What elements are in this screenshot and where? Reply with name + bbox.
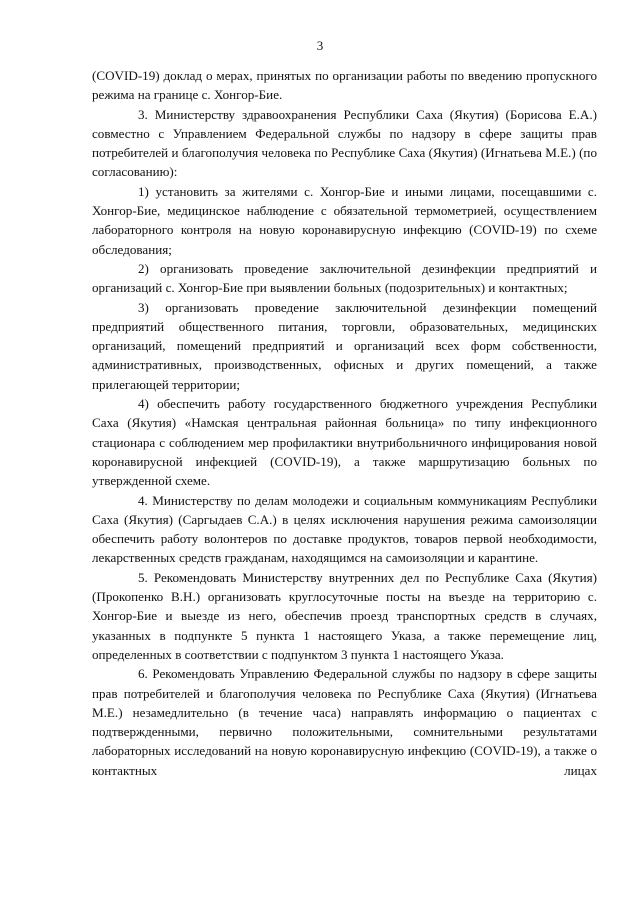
subitem-4: 4) обеспечить работу государственного бюджетного учреждения Республики Саха (Якутия) «Намская центральная районная больница» по типу инфекционного стационара с соблюдением мер профилактики внутрибольничного инфицирования новой коронавирусной инфекцией (COVID-19), а также маршрутизацию больных по утвержденной схеме. xyxy=(92,396,597,489)
subitem-1: 1) установить за жителями с. Хонгор-Бие и иными лицами, посещавшими с. Хонгор-Бие, медицинское наблюдение с обязательной термометрией, осуществлением лабораторного контроля на новую коронавирусную инфекцию (COVID-19) по схеме обследования; xyxy=(92,183,597,257)
subitem-3: 3) организовать проведение заключительной дезинфекции помещений предприятий общественного питания, торговли, образовательных, медицинских организаций, помещений предприятий и организаций всех форм собственности, административных, производственных, офисных и других помещений, а также прилегающей территории; xyxy=(92,299,597,392)
document-body xyxy=(92,66,597,780)
subitem-2: 2) организовать проведение заключительной дезинфекции предприятий и организаций с. Хонгор-Бие при выявлении больных (подозрительных) и контактных; xyxy=(92,260,597,296)
paragraph-item-5: 5. Рекомендовать Министерству внутренних дел по Республике Саха (Якутия) (Прокопенко В.Н.) организовать круглосуточные посты на въезде на территорию с. Хонгор-Бие и выезде из него, обеспечив проезд транспортных средств в случаях, указанных в подпункте 5 пункта 1 настоящего Указа, а также перемещение лиц, определенных в соответствии с подпунктом 3 пункта 1 настоящего Указа. xyxy=(92,569,597,662)
page-number: 3 xyxy=(316,38,324,53)
paragraph-item-4: 4. Министерству по делам молодежи и социальным коммуникациям Республики Саха (Якутия) (Саргыдаев С.А.) в целях исключения нарушения режима самоизоляции обеспечить работу волонтеров по доставке продуктов, товаров первой необходимости, лекарственных средств гражданам, находящимся на самоизоляции и карантине. xyxy=(92,492,597,566)
paragraph-continuation: (COVID-19) доклад о мерах, принятых по организации работы по введению пропускного режима на границе с. Хонгор-Бие. xyxy=(92,68,597,103)
paragraph-item-3: 3. Министерству здравоохранения Республики Саха (Якутия) (Борисова Е.А.) совместно с Управлением Федеральной службы по надзору в сфере защиты прав потребителей и благополучия человека по Республике Саха (Якутия) (Игнатьева М.Е.) (по согласованию): xyxy=(92,106,597,180)
paragraph-item-6: 6. Рекомендовать Управлению Федеральной службы по надзору в сфере защиты прав потребителей и благополучия человека по Республике Саха (Якутия) (Игнатьева М.Е.) незамедлительно (в течение часа) направлять информацию о пациентах с подтвержденными, первично положительными, сомнительными результатами лабораторных исследований на новую коронавирусную инфекцию (COVID-19), а также о контактных лицах xyxy=(92,666,597,778)
